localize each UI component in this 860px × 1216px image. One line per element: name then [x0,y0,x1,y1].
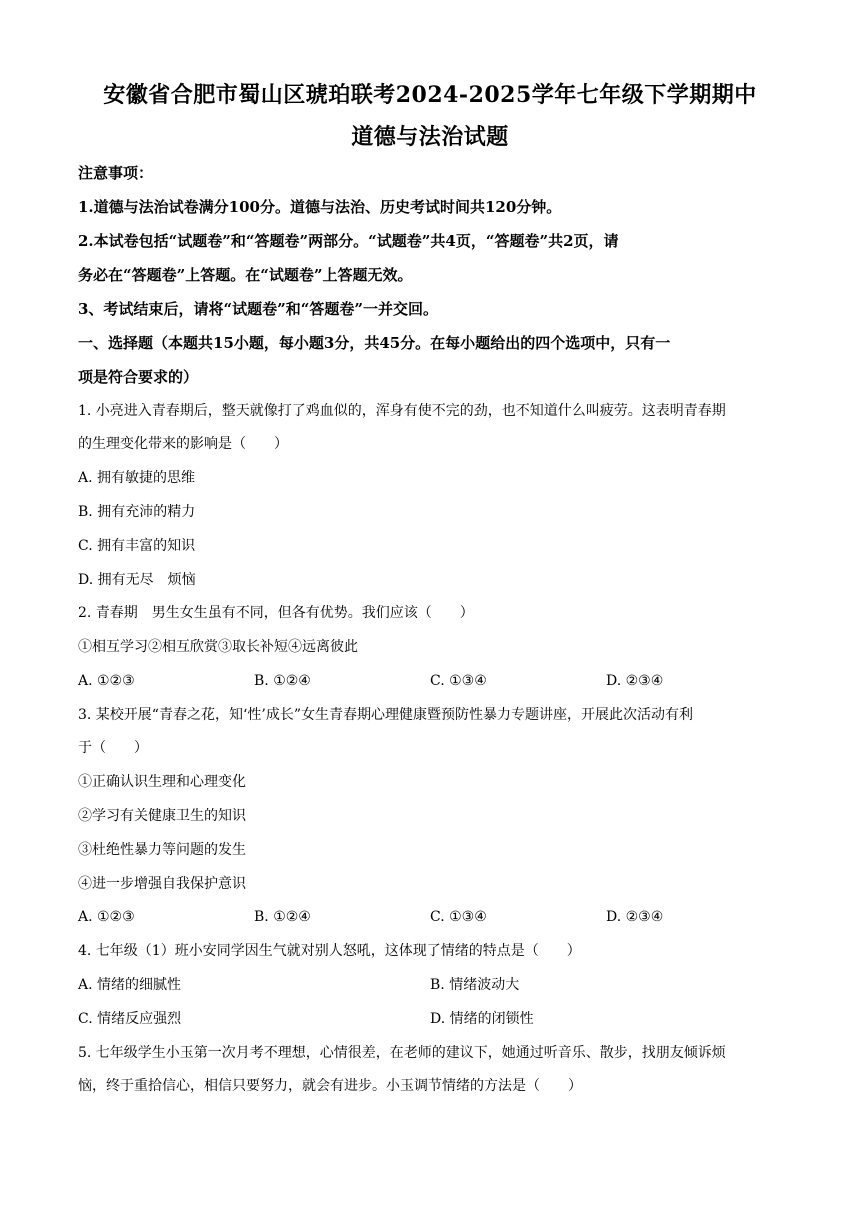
q3-item-2: ②学习有关健康卫生的知识 [78,808,246,824]
section-header-line2: 项是符合要求的） [78,368,199,386]
q4-option-d: D. 情绪的闭锁性 [430,1011,534,1027]
q1-stem-line2: 的生理变化带来的影响是（ ） [78,436,288,452]
q3-item-4: ④进一步增强自我保护意识 [78,876,246,892]
notes-heading: 注意事项： [78,164,154,182]
q5-stem-line2: 恼，终于重拾信心，相信只要努力，就会有进步。小玉调节情绪的方法是（ ） [78,1078,582,1094]
q3-option-c: C. ①③④ [430,909,487,925]
q3-stem-line2: 于（ ） [78,740,148,756]
q4-option-c: C. 情绪反应强烈 [78,1011,182,1027]
q2-option-b: B. ①②④ [254,673,311,689]
q3-option-b: B. ①②④ [254,909,311,925]
q3-item-1: ①正确认识生理和心理变化 [78,774,246,790]
exam-title-line1: 安徽省合肥市蜀山区琥珀联考2024-2025学年七年级下学期期中 [103,82,757,108]
note-2-line2: 务必在“答题卷”上答题。在“试题卷”上答题无效。 [78,266,413,284]
q1-stem-line1: 1. 小亮进入青春期后，整天就像打了鸡血似的，浑身有使不完的劲，也不知道什么叫疲劳。这表明青春期 [78,403,726,419]
note-3: 3、考试结束后，请将“试题卷”和“答题卷”一并交回。 [78,300,438,318]
q2-option-d: D. ②③④ [606,673,664,689]
q1-option-c: C. 拥有丰富的知识 [78,538,196,554]
note-1: 1.道德与法治试卷满分100分。道德与法治、历史考试时间共120分钟。 [78,198,562,216]
q1-option-b: B. 拥有充沛的精力 [78,504,196,520]
q3-option-d: D. ②③④ [606,909,664,925]
q1-option-a: A. 拥有敏捷的思维 [78,470,196,486]
q3-option-a: A. ①②③ [78,909,135,925]
q3-item-3: ③杜绝性暴力等问题的发生 [78,842,246,858]
exam-title-line2: 道德与法治试题 [351,124,509,150]
q4-option-a: A. 情绪的细腻性 [78,977,182,993]
q2-stem: 2. 青春期 男生女生虽有不同，但各有优势。我们应该（ ） [78,605,474,621]
q3-stem-line1: 3. 某校开展“青春之花，知‘性’成长”女生青春期心理健康暨预防性暴力专题讲座，开展此次活动有利 [78,707,694,723]
q2-option-c: C. ①③④ [430,673,487,689]
note-2-line1: 2.本试卷包括“试题卷”和“答题卷”两部分。“试题卷”共4页，“答题卷”共2页，请 [78,232,619,250]
q2-items: ①相互学习②相互欣赏③取长补短④远离彼此 [78,639,358,655]
q5-stem-line1: 5. 七年级学生小玉第一次月考不理想，心情很差，在老师的建议下，她通过听音乐、散步，找朋友倾诉烦 [78,1045,726,1061]
q1-option-d: D. 拥有无尽 烦恼 [78,572,196,588]
q4-option-b: B. 情绪波动大 [430,977,520,993]
section-header-line1: 一、选择题（本题共15小题，每小题3分，共45分。在每小题给出的四个选项中，只有一 [78,334,671,352]
q4-stem: 4. 七年级（1）班小安同学因生气就对别人怒吼，这体现了情绪的特点是（ ） [78,943,581,959]
q2-option-a: A. ①②③ [78,673,135,689]
